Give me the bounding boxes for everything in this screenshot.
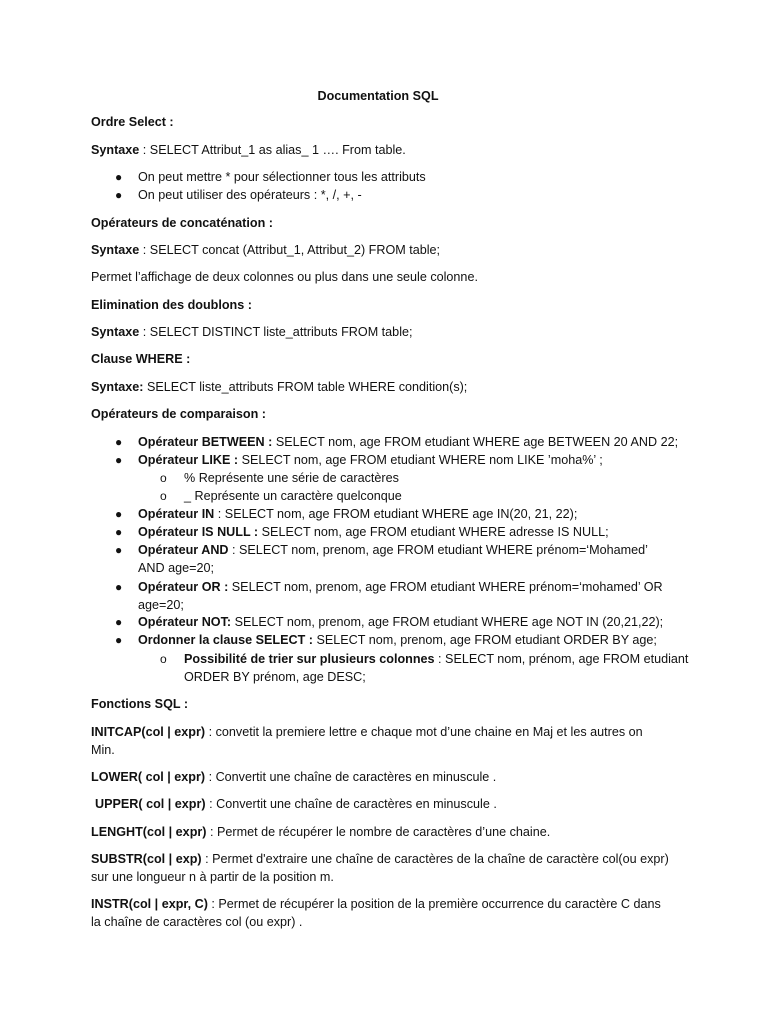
select-bullet-1: On peut mettre * pour sélectionner tous les attributs <box>138 170 426 184</box>
function-substr-cont: sur une longueur n à partir de la position m. <box>91 870 334 884</box>
circle-bullet-icon: o <box>160 471 167 485</box>
distinct-syntax: Syntaxe : SELECT DISTINCT liste_attributs FROM table; <box>91 325 413 339</box>
circle-bullet-icon: o <box>160 489 167 503</box>
operator-not: Opérateur NOT: SELECT nom, prenom, age FROM etudiant WHERE age NOT IN (20,21,22); <box>138 615 664 629</box>
function-upper: UPPER( col | expr) : Convertit une chaîne de caractères en minuscule . <box>95 797 497 811</box>
function-instr: INSTR(col | expr, C) : Permet de récupérer la position de la première occurrence du caractère C dans <box>91 897 661 911</box>
bullet-icon: ● <box>115 507 123 521</box>
select-bullet-2: On peut utiliser des opérateurs : *, /, +, - <box>138 188 362 202</box>
order-by: Ordonner la clause SELECT : SELECT nom, prenom, age FROM etudiant ORDER BY age; <box>138 633 657 647</box>
function-initcap-cont: Min. <box>91 743 115 757</box>
like-sub-2: _ Représente un caractère quelconque <box>184 489 402 503</box>
operator-and-cont: AND age=20; <box>138 561 214 575</box>
function-instr-cont: la chaîne de caractères col (ou expr) . <box>91 915 303 929</box>
section-heading-functions: Fonctions SQL : <box>91 697 189 711</box>
bullet-icon: ● <box>115 188 123 202</box>
operator-in: Opérateur IN : SELECT nom, age FROM etudiant WHERE age IN(20, 21, 22); <box>138 507 578 521</box>
section-heading-where: Clause WHERE : <box>91 352 191 366</box>
concat-syntax: Syntaxe : SELECT concat (Attribut_1, Attribut_2) FROM table; <box>91 243 441 257</box>
order-by-sub-cont: ORDER BY prénom, age DESC; <box>184 670 366 684</box>
page-title: Documentation SQL <box>317 89 439 103</box>
concat-description: Permet l’affichage de deux colonnes ou plus dans une seule colonne. <box>91 270 478 284</box>
bullet-icon: ● <box>115 525 123 539</box>
section-heading-comparison: Opérateurs de comparaison : <box>91 407 266 421</box>
bullet-icon: ● <box>115 543 123 557</box>
select-syntax: Syntaxe : SELECT Attribut_1 as alias_ 1 …. From table. <box>91 143 406 157</box>
where-syntax: Syntaxe: SELECT liste_attributs FROM table WHERE condition(s); <box>91 380 468 394</box>
section-heading-select: Ordre Select : <box>91 115 174 129</box>
operator-is-null: Opérateur IS NULL : SELECT nom, age FROM etudiant WHERE adresse IS NULL; <box>138 525 609 539</box>
function-lower: LOWER( col | expr) : Convertit une chaîne de caractères en minuscule . <box>91 770 497 784</box>
operator-and: Opérateur AND : SELECT nom, prenom, age FROM etudiant WHERE prénom=‘Mohamed’ <box>138 543 648 557</box>
like-sub-1: % Représente une série de caractères <box>184 471 399 485</box>
section-heading-distinct: Elimination des doublons : <box>91 298 252 312</box>
function-substr: SUBSTR(col | exp) : Permet d'extraire une chaîne de caractères de la chaîne de caractère col(ou expr) <box>91 852 669 866</box>
operator-like: Opérateur LIKE : SELECT nom, age FROM etudiant WHERE nom LIKE ’moha%’ ; <box>138 453 603 467</box>
bullet-icon: ● <box>115 580 123 594</box>
bullet-icon: ● <box>115 615 123 629</box>
operator-between: Opérateur BETWEEN : SELECT nom, age FROM etudiant WHERE age BETWEEN 20 AND 22; <box>138 435 679 449</box>
operator-or: Opérateur OR : SELECT nom, prenom, age FROM etudiant WHERE prénom=‘mohamed’ OR <box>138 580 663 594</box>
bullet-icon: ● <box>115 633 123 647</box>
bullet-icon: ● <box>115 453 123 467</box>
function-initcap: INITCAP(col | expr) : convetit la premiere lettre e chaque mot d’une chaine en Maj et les autres on <box>91 725 643 739</box>
circle-bullet-icon: o <box>160 652 167 666</box>
function-lenght: LENGHT(col | expr) : Permet de récupérer le nombre de caractères d’une chaine. <box>91 825 551 839</box>
bullet-icon: ● <box>115 435 123 449</box>
bullet-icon: ● <box>115 170 123 184</box>
section-heading-concat: Opérateurs de concaténation : <box>91 216 273 230</box>
order-by-sub: Possibilité de trier sur plusieurs colonnes : SELECT nom, prénom, age FROM etudiant <box>184 652 689 666</box>
operator-or-cont: age=20; <box>138 598 184 612</box>
